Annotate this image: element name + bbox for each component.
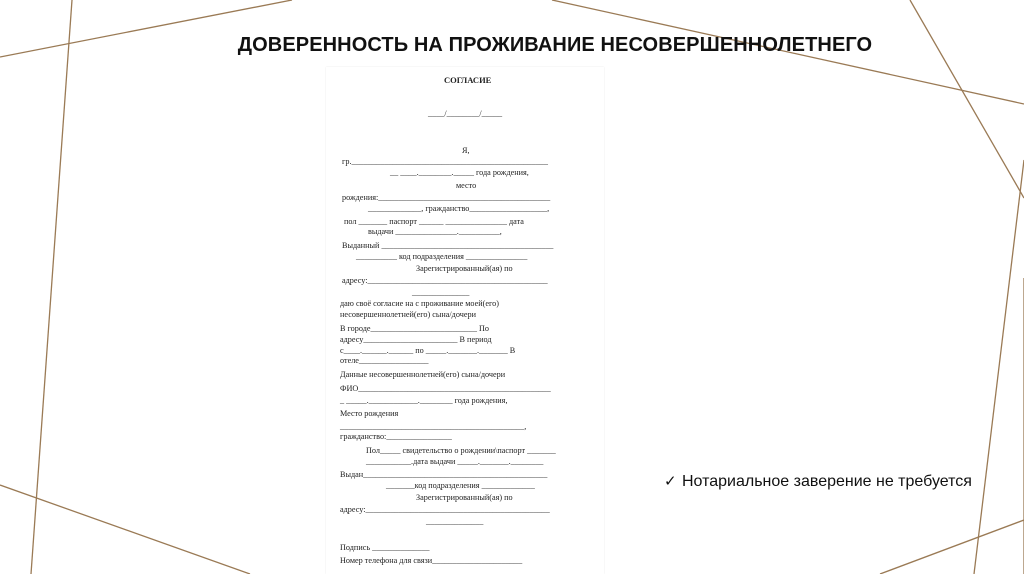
doc-line: рождения:__________________________________________: [342, 193, 551, 202]
doc-line: Выданный __________________________________________: [342, 241, 554, 250]
deco-line: [880, 520, 1024, 574]
doc-line: Данные несовершеннолетней(его) сына/дочери: [340, 370, 506, 379]
deco-line: [0, 485, 250, 574]
doc-line: _____________________________________________,: [340, 422, 527, 431]
doc-line: гражданство:________________: [340, 432, 452, 441]
doc-line: __ ____.________._____ года рождения,: [390, 168, 529, 177]
doc-line: В городе__________________________ По: [340, 324, 489, 333]
doc-line: Выдан_____________________________________________: [340, 470, 548, 479]
doc-line: ФИО_______________________________________________: [340, 384, 551, 393]
consent-form-document: [326, 67, 604, 574]
note-text: Нотариальное заверение не требуется: [682, 473, 972, 490]
doc-line: даю своё согласие на с проживание моей(его): [340, 299, 499, 308]
doc-line: Зарегистрированный(ая) по: [416, 493, 513, 502]
doc-line: выдачи _______________.__________,: [368, 227, 502, 236]
doc-line: ______________: [426, 517, 484, 526]
doc-line: несовершеннолетней(его) сына/дочери: [340, 310, 476, 319]
slide-title: ДОВЕРЕННОСТЬ НА ПРОЖИВАНИЕ НЕСОВЕРШЕННОЛЕТНЕГО: [237, 34, 873, 56]
doc-line: с____.______.______ по _____._______._______ В: [340, 346, 516, 355]
doc-line: Место рождения: [340, 409, 399, 418]
doc-line: Подпись ______________: [340, 543, 430, 552]
doc-line: пол _______ паспорт ______ _______________ дата: [344, 217, 524, 226]
deco-line: [910, 0, 1024, 198]
doc-line: __________ код подразделения _______________: [356, 252, 528, 261]
notarization-note: [664, 472, 972, 491]
document-heading: СОГЛАСИЕ: [444, 75, 492, 85]
doc-line: _____________, гражданство___________________,: [368, 204, 550, 213]
doc-line-date: ____/________/_____: [428, 109, 503, 118]
doc-line: адресу:_____________________________________________: [340, 505, 550, 514]
doc-line: ___________.дата выдачи _____._______.________: [366, 457, 544, 466]
checkmark-icon: ✓: [664, 473, 677, 490]
deco-line: [31, 0, 72, 574]
doc-line: _______код подразделения _____________: [386, 481, 535, 490]
doc-line: Пол_____ свидетельство о рождении\паспорт _______: [366, 446, 556, 455]
doc-line: отеле_________________: [340, 356, 429, 365]
doc-line: Зарегистрированный(ая) по: [416, 264, 513, 273]
doc-line: место: [456, 181, 477, 190]
doc-line: адресу_______________________ В период: [340, 335, 492, 344]
doc-line: _ _____.____________.________ года рождения,: [340, 396, 508, 405]
doc-line: Номер телефона для связи______________________: [340, 556, 523, 565]
deco-line: [974, 160, 1024, 574]
doc-line: гр.________________________________________________: [342, 157, 548, 166]
doc-line: адресу:____________________________________________: [342, 276, 548, 285]
doc-line: ______________: [412, 288, 470, 297]
doc-line: Я,: [462, 146, 470, 155]
